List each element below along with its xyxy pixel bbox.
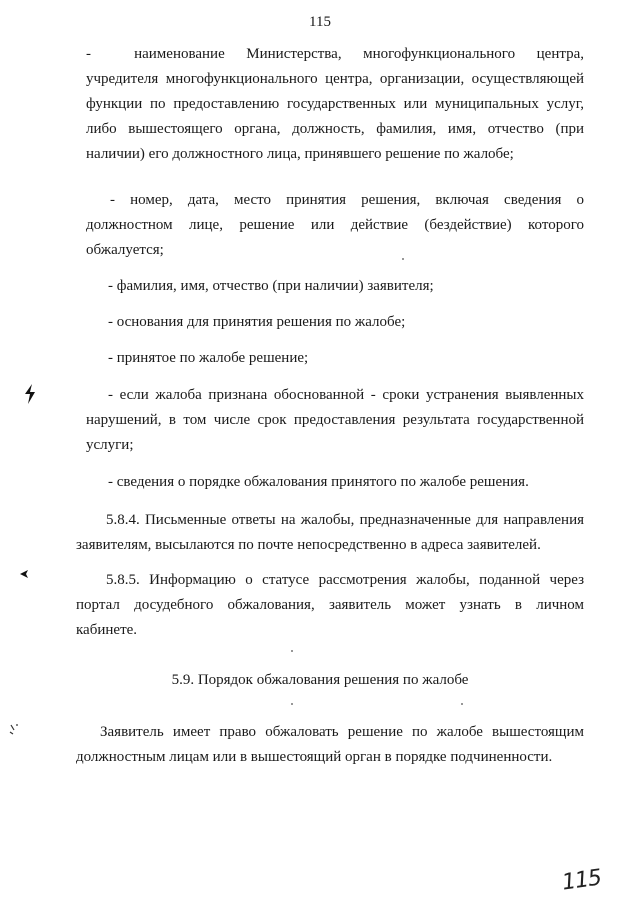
- list-item-appeal-procedure: [108, 470, 608, 495]
- text-line: услуги;: [86, 437, 134, 453]
- list-item-decision-number: [86, 188, 584, 263]
- list-item-applicant-name: [108, 274, 608, 299]
- scan-mark-arrow: [22, 383, 36, 405]
- text-line: должностным лицам или в вышестоящий орган в порядке подчиненности.: [76, 749, 553, 765]
- speck: [291, 650, 293, 652]
- handwritten-page-number: 115: [560, 865, 603, 896]
- speck: [402, 258, 404, 260]
- text-line: - фамилия, имя, отчество (при наличии) заявителя;: [108, 278, 434, 294]
- speck: [461, 703, 463, 705]
- clause-5-8-4: [76, 508, 584, 558]
- list-item-justified-complaint: [86, 383, 584, 458]
- section-paragraph: [76, 720, 584, 770]
- text-line: - основания для принятия решения по жалобе;: [108, 314, 406, 330]
- speck: [291, 703, 293, 705]
- section-heading: 5.9. Порядок обжалования решения по жалобе: [171, 672, 469, 688]
- scan-mark-tick: [8, 722, 20, 736]
- text-line: - сведения о порядке обжалования принятого по жалобе решения.: [108, 474, 529, 490]
- text-line: либо вышестоящего органа, должность, фамилия, имя, отчество (при: [86, 121, 584, 137]
- text-line: Заявитель имеет право обжаловать решение по жалобе вышестоящим: [100, 724, 584, 740]
- text-line: нарушений, в том числе срок предоставления результата государственной: [86, 412, 584, 428]
- clause-5-8-5: [76, 568, 584, 643]
- text-line: - наименование Министерства, многофункционального центра,: [86, 46, 584, 62]
- scan-mark-dot: [18, 568, 30, 580]
- text-line: функции по предоставлению государственных или муниципальных услуг,: [86, 96, 584, 112]
- text-line: обжалуется;: [86, 242, 164, 258]
- text-line: должностном лице, решение или действие (бездействие) которого: [86, 217, 584, 233]
- page-number: 115: [309, 14, 331, 30]
- text-line: 5.8.4. Письменные ответы на жалобы, предназначенные для направления: [106, 512, 584, 528]
- text-line: наличии) его должностного лица, принявшего решение по жалобе;: [86, 146, 514, 162]
- list-item-decision-grounds: [108, 310, 608, 335]
- text-line: портал досудебного обжалования, заявитель может узнать в личном: [76, 597, 584, 613]
- text-line: 5.8.5. Информацию о статусе рассмотрения жалобы, поданной через: [106, 572, 584, 588]
- list-item-ministry-name: [86, 42, 584, 167]
- text-line: учредителя многофункционального центра, организации, осуществляющей: [86, 71, 584, 87]
- text-line: - принятое по жалобе решение;: [108, 350, 309, 366]
- text-line: - если жалоба признана обоснованной - сроки устранения выявленных: [108, 387, 584, 403]
- text-line: заявителям, высылаются по почте непосредственно в адреса заявителей.: [76, 537, 541, 553]
- text-line: - номер, дата, место принятия решения, включая сведения о: [110, 192, 584, 208]
- list-item-decision-taken: [108, 346, 608, 371]
- text-line: кабинете.: [76, 622, 138, 638]
